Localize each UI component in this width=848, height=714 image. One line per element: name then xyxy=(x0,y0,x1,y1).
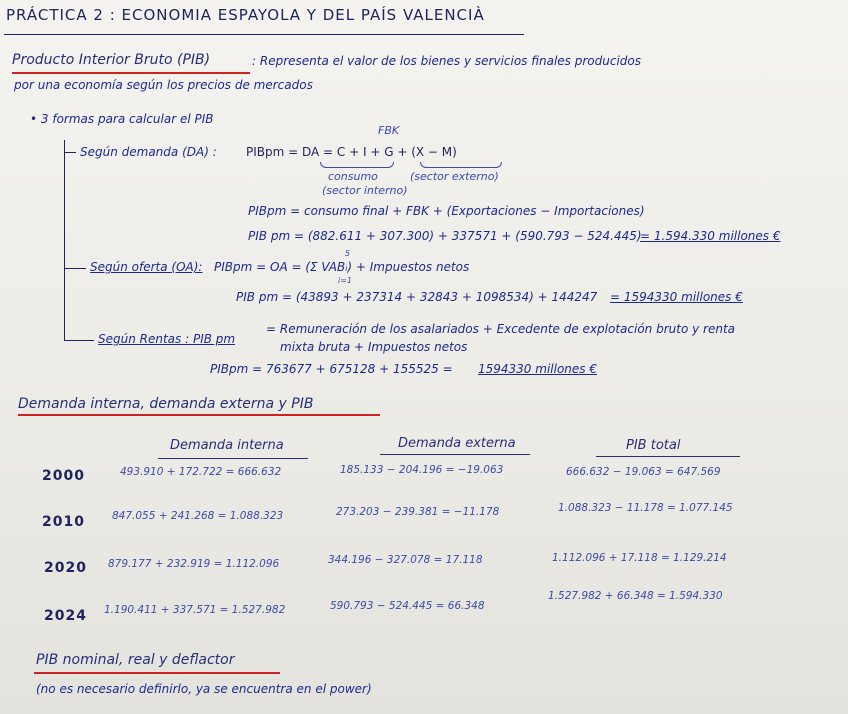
oferta-eq: PIB pm = (43893 + 237314 + 32843 + 1098534) + 144247 xyxy=(236,290,598,304)
rentas-text1: = Remuneración de los asalariados + Excedente de explotación bruto y renta xyxy=(266,322,736,336)
row-year: 2024 xyxy=(44,608,87,624)
rentas-result: 1594330 millones € xyxy=(478,362,597,376)
demanda-formula: PIBpm = DA = C + I + G + (X − M) xyxy=(246,145,457,159)
sum-upper: 5 xyxy=(345,249,351,258)
row-externa: 590.793 − 524.445 = 66.348 xyxy=(330,600,485,612)
pib-definition-line1: : Representa el valor de los bienes y servicios finales producidos xyxy=(252,54,641,68)
row-pib: 1.112.096 + 17.118 = 1.129.214 xyxy=(552,552,727,564)
pib-term-underline xyxy=(12,72,250,74)
pib-term: Producto Interior Bruto (PIB) xyxy=(12,52,211,68)
consumo-label: consumo xyxy=(328,170,378,183)
sum-lower: i=1 xyxy=(338,276,353,285)
rentas-eq: PIBpm = 763677 + 675128 + 155525 = xyxy=(210,362,453,376)
demanda-eq2: PIB pm = (882.611 + 307.300) + 337571 + (590.793 − 524.445) xyxy=(248,229,642,243)
oferta-result: = 1594330 millones € xyxy=(610,290,743,304)
row-interna: 847.055 + 241.268 = 1.088.323 xyxy=(112,510,284,522)
row-interna: 879.177 + 232.919 = 1.112.096 xyxy=(108,558,280,570)
consumo-brace xyxy=(320,162,394,168)
col-header-pib: PIB total xyxy=(626,438,681,453)
row-interna: 493.910 + 172.722 = 666.632 xyxy=(120,466,282,478)
section2-underline xyxy=(18,414,380,416)
col-underline-pib xyxy=(596,456,740,457)
section3-underline xyxy=(34,672,280,674)
col-underline-interna xyxy=(158,458,308,459)
col-header-externa: Demanda externa xyxy=(398,436,516,451)
sector-externo-label: (sector externo) xyxy=(410,170,499,183)
tree-branch-rentas xyxy=(64,340,94,341)
fbk-label: FBK xyxy=(378,124,400,137)
row-year: 2000 xyxy=(42,468,85,484)
demanda-label: Según demanda (DA) : xyxy=(80,145,217,159)
pib-definition-line2: por una economía según los precios de mercados xyxy=(14,78,313,92)
tree-vertical-line xyxy=(64,140,65,340)
oferta-label: Según oferta (OA): xyxy=(90,260,203,274)
demanda-eq1: PIBpm = consumo final + FBK + (Exportaciones − Importaciones) xyxy=(248,204,645,218)
title-underline xyxy=(4,34,524,35)
row-externa: 344.196 − 327.078 = 17.118 xyxy=(328,554,483,566)
row-interna: 1.190.411 + 337.571 = 1.527.982 xyxy=(104,604,286,616)
row-pib: 1.527.982 + 66.348 = 1.594.330 xyxy=(548,590,723,602)
tree-branch-oferta xyxy=(64,268,86,269)
row-pib: 666.632 − 19.063 = 647.569 xyxy=(566,466,721,478)
row-year: 2010 xyxy=(42,514,85,530)
section3-heading: PIB nominal, real y deflactor xyxy=(36,652,235,668)
tree-branch-demanda xyxy=(64,152,76,153)
row-externa: 273.203 − 239.381 = −11.178 xyxy=(336,506,500,518)
page-title: PRÁCTICA 2 : ECONOMIA ESPAYOLA Y DEL PAÍS VALENCIÀ xyxy=(6,6,485,24)
sector-interno-label: (sector interno) xyxy=(322,184,408,197)
externo-brace xyxy=(420,162,502,168)
rentas-text2: mixta bruta + Impuestos netos xyxy=(280,340,468,354)
formas-bullet: • 3 formas para calcular el PIB xyxy=(30,112,214,126)
demanda-result: = 1.594.330 millones € xyxy=(640,229,781,243)
oferta-formula: PIBpm = OA = (Σ VABᵢ) + Impuestos netos xyxy=(214,260,470,274)
row-year: 2020 xyxy=(44,560,87,576)
section2-heading: Demanda interna, demanda externa y PIB xyxy=(18,396,314,412)
row-pib: 1.088.323 − 11.178 = 1.077.145 xyxy=(558,502,733,514)
section3-note: (no es necesario definirlo, ya se encuentra en el power) xyxy=(36,682,372,696)
row-externa: 185.133 − 204.196 = −19.063 xyxy=(340,464,504,476)
col-underline-externa xyxy=(380,454,530,455)
rentas-label: Según Rentas : PIB pm xyxy=(98,332,236,346)
col-header-interna: Demanda interna xyxy=(170,438,284,453)
